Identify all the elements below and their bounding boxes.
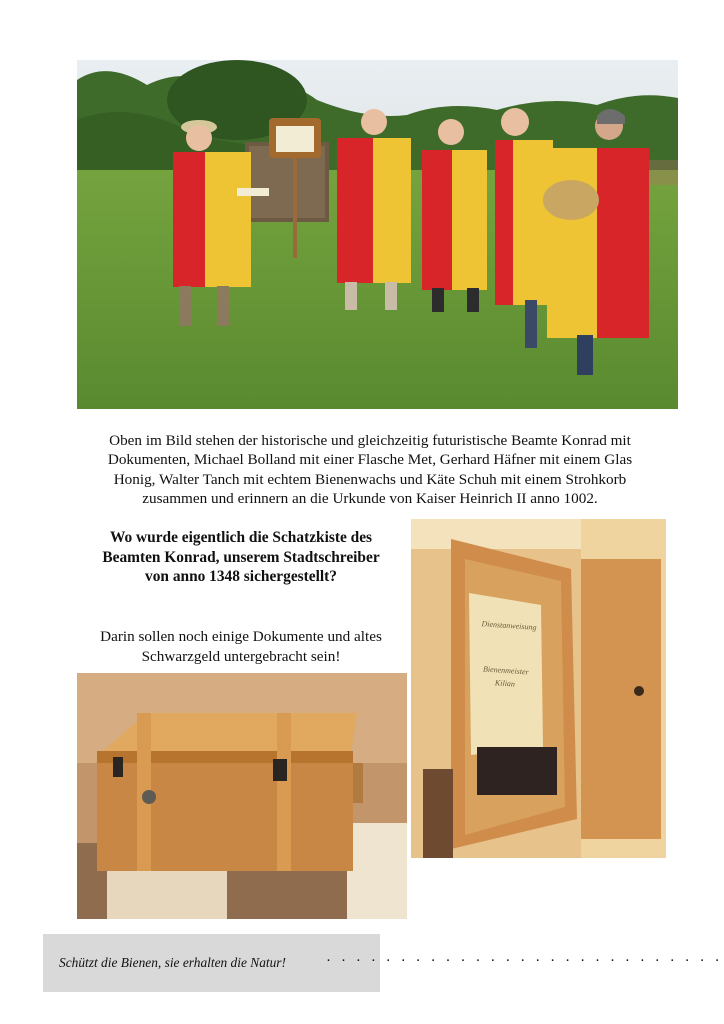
question-line: von anno 1348 sichergestellt? — [145, 568, 337, 586]
footer-slogan: Schützt die Bienen, sie erhalten die Natur! — [59, 955, 286, 970]
note-line: Schwarzgeld untergebracht sein! — [141, 647, 341, 665]
photo-caption — [72, 431, 668, 509]
caption-line: Honig, Walter Tanch mit echtem Bienenwachs und Käte Schuh mit einem Strohkorb — [113, 470, 627, 488]
cabinet-illustration — [411, 519, 666, 858]
treasure-chest-illustration — [77, 673, 407, 919]
caption-line: zusammen und erinnern an die Urkunde von Kaiser Heinrich II anno 1002. — [142, 490, 598, 508]
question-line: Wo wurde eigentlich die Schatzkiste des — [109, 529, 373, 546]
note-line: Darin sollen noch einige Dokumente und altes — [100, 628, 382, 645]
group-photo — [77, 60, 678, 409]
footer-dotted-line: · · · · · · · · · · · · · · · · · · · · · · · · · · · — [326, 953, 723, 969]
document-name: Kilian — [494, 678, 516, 689]
question-line: Beamten Konrad, unserem Stadtschreiber — [102, 548, 380, 566]
group-photo-illustration — [77, 60, 678, 409]
document-title: Dienstanweisung — [481, 619, 537, 632]
treasure-note — [76, 627, 406, 666]
treasure-question — [78, 528, 404, 587]
cabinet-photo — [411, 519, 666, 858]
cabinet-document-text — [472, 617, 543, 692]
treasure-chest-photo — [77, 673, 407, 919]
caption-line: Dokumenten, Michael Bolland mit einer Flasche Met, Gerhard Häfner mit einem Glas — [107, 451, 633, 469]
document-role: Bienenmeister — [482, 664, 530, 677]
caption-line: Oben im Bild stehen der historische und gleichzeitig futuristische Beamte Konrad mit — [109, 432, 631, 449]
